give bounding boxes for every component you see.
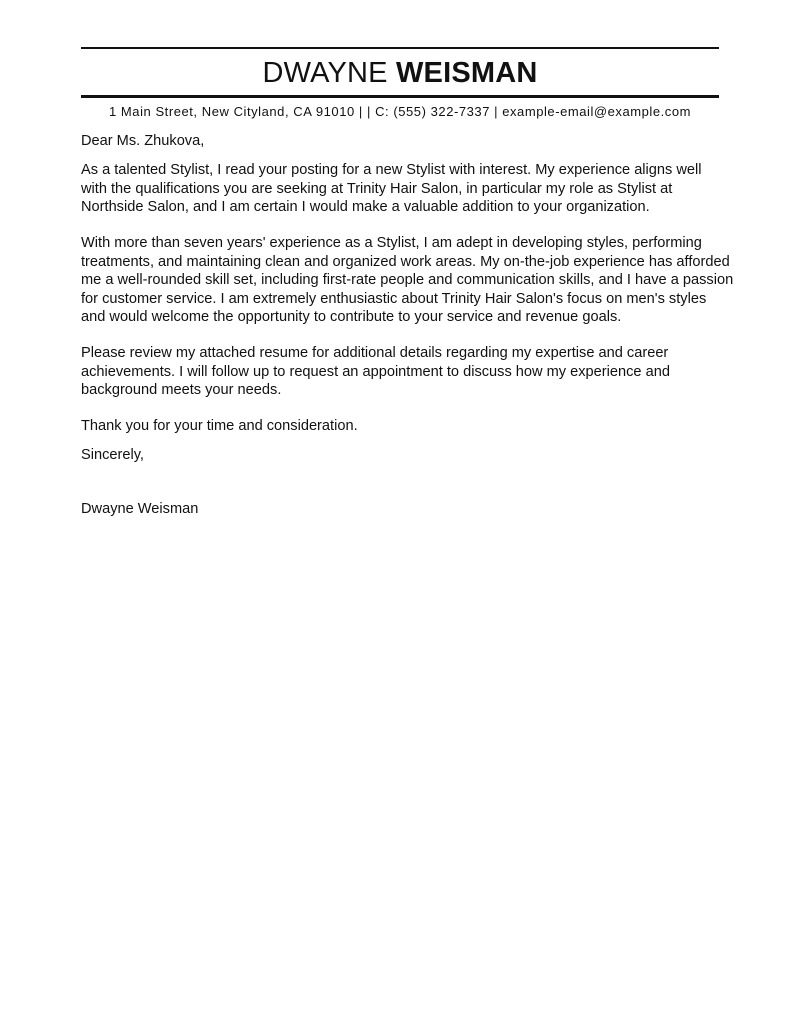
signature-name: Dwayne Weisman [81,501,199,517]
paragraph-line: with the qualifications you are seeking at Trinity Hair Salon, in particular my role as Stylist at [81,180,673,197]
paragraph-line: As a talented Stylist, I read your posting for a new Stylist with interest. My experience aligns well [81,162,702,178]
paragraph-line: treatments, and maintaining clean and organized work areas. My on-the-job experience has afforded [81,253,730,270]
header-bottom-rule [81,95,719,98]
thank-you-line: Thank you for your time and consideration. [81,418,358,434]
paragraph-line: Northside Salon, and I am certain I would make a valuable addition to your organization. [81,199,650,215]
applicant-name [81,55,719,91]
header-top-rule [81,47,719,49]
paragraph-follow-up [81,344,731,400]
paragraph-line: and would welcome the opportunity to contribute to your service and revenue goals. [81,309,622,325]
closing: Sincerely, [81,447,144,463]
paragraph-line: Please review my attached resume for additional details regarding my expertise and career [81,345,669,361]
paragraph-line: for customer service. I am extremely enthusiastic about Trinity Hair Salon's focus on men's styles [81,290,707,307]
first-name: DWAYNE [262,57,388,89]
last-name: WEISMAN [395,57,538,89]
paragraph-line: With more than seven years' experience as a Stylist, I am adept in developing styles, performing [81,235,702,251]
contact-line: 1 Main Street, New Cityland, CA 91010 | | C: (555) 322-7337 | example-email@example.com [108,104,692,119]
salutation: Dear Ms. Zhukova, [81,133,205,149]
paragraph-line: achievements. I will follow up to request an appointment to discuss how my experience and [81,363,670,380]
paragraph-line: me a well-rounded skill set, including first-rate people and communication skills, and I have a passion [81,272,734,288]
paragraph-experience [81,234,734,327]
paragraph-intro [81,161,731,217]
paragraph-line: background meets your needs. [81,382,282,398]
